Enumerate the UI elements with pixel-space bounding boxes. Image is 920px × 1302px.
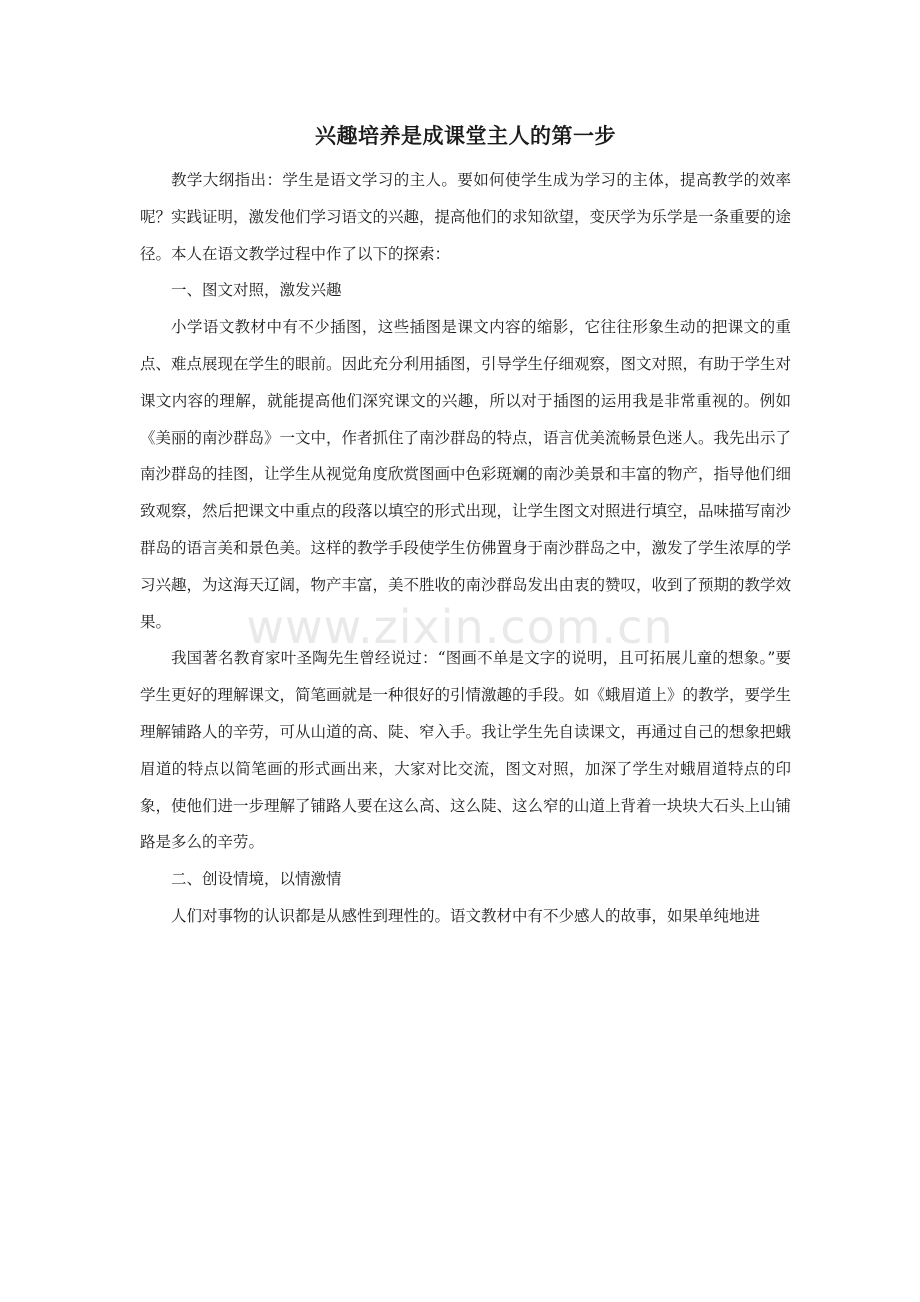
document-body [140,118,791,935]
paragraph-sketch-drawing: 我国著名教育家叶圣陶先生曾经说过：“图画不单是文字的说明，且可拓展儿童的想象。”要学生更好的理解课文，简笔画就是一种很好的引情激趣的手段。如《蛾眉道上》的教学，要学生理解铺路人的辛劳，可从山道的高、陡、窄入手。我让学生先自读课文，再通过自己的想象把蛾眉道的特点以简笔画的形式画出来，大家对比交流，图文对照，加深了学生对蛾眉道特点的印象，使他们进一步理解了铺路人要在这么高、这么陡、这么窄的山道上背着一块块大石头上山铺路是多么的辛劳。 [140,649,792,852]
paragraph-intro: 教学大纲指出：学生是语文学习的主人。要如何使学生成为学习的主体，提高教学的效率呢？实践证明，激发他们学习语文的兴趣，提高他们的求知欲望，变厌学为乐学是一条重要的途径。本人在语文教学过程中作了以下的探索： [140,171,792,263]
watermark-text: www.zixin.com.cn [246,600,674,654]
document-title: 兴趣培养是成课堂主人的第一步 [315,123,616,148]
section-heading-2: 二、创设情境，以情激情 [171,870,342,889]
paragraph-perception: 人们对事物的认识都是从感性到理性的。语文教材中有不少感人的故事，如果单纯地进 [171,906,761,925]
section-heading-1: 一、图文对照，激发兴趣 [171,281,342,300]
paragraph-illustrations: 小学语文教材中有不少插图，这些插图是课文内容的缩影，它往往形象生动的把课文的重点、难点展现在学生的眼前。因此充分利用插图，引导学生仔细观察，图文对照，有助于学生对课文内容的理解，就能提高他们深究课文的兴趣，所以对于插图的运用我是非常重视的。例如《美丽的南沙群岛》一文中，作者抓住了南沙群岛的特点，语言优美流畅景色迷人。我先出示了南沙群岛的挂图，让学生从视觉角度欣赏图画中色彩斑斓的南沙美景和丰富的物产，指导他们细致观察，然后把课文中重点的段落以填空的形式出现，让学生图文对照进行填空，品味描写南沙群岛的语言美和景色美。这样的教学手段使学生仿佛置身于南沙群岛之中，激发了学生浓厚的学习兴趣，为这海天辽阔，物产丰富，美不胜收的南沙群岛发出由衷的赞叹，收到了预期的教学效果。 [140,318,792,631]
